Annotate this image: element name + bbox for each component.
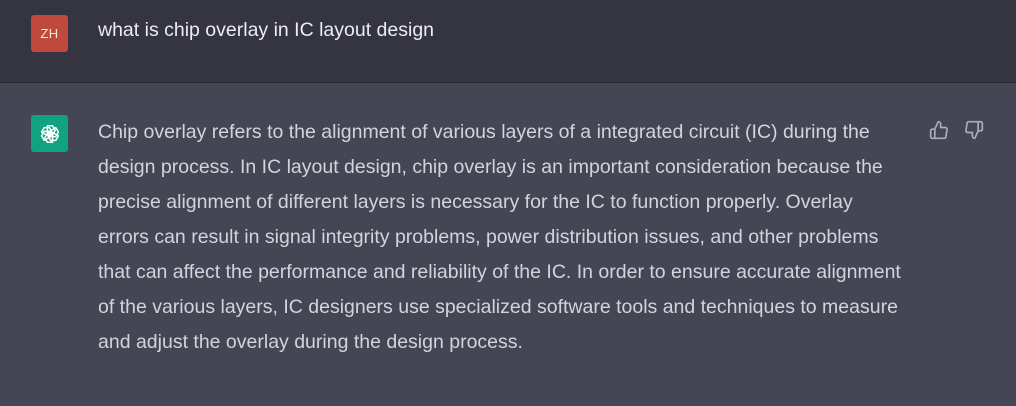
assistant-message-row xyxy=(0,83,1016,406)
thumbs-down-icon xyxy=(964,120,984,140)
like-button[interactable] xyxy=(928,119,950,141)
assistant-avatar xyxy=(31,115,68,152)
user-avatar xyxy=(31,15,68,52)
openai-logo-icon xyxy=(38,122,62,146)
dislike-button[interactable] xyxy=(963,119,985,141)
user-message-row xyxy=(0,0,1016,83)
assistant-message-text: Chip overlay refers to the alignment of various layers of a integrated circuit (IC) during the design process. In IC layout design, chip overlay is an important consideration because the precise alignment of different layers is necessary for the IC to function properly. Overlay errors can result in signal integrity problems, power distribution issues, and other problems that can affect the performance and reliability of the IC. In order to ensure accurate alignment of the various layers, IC designers use specialized software tools and techniques to measure and adjust the overlay during the design process. xyxy=(98,121,901,353)
user-avatar-initials: ZH xyxy=(40,26,59,41)
thumbs-up-icon xyxy=(929,120,949,140)
user-message-text: what is chip overlay in IC layout design xyxy=(98,19,435,41)
